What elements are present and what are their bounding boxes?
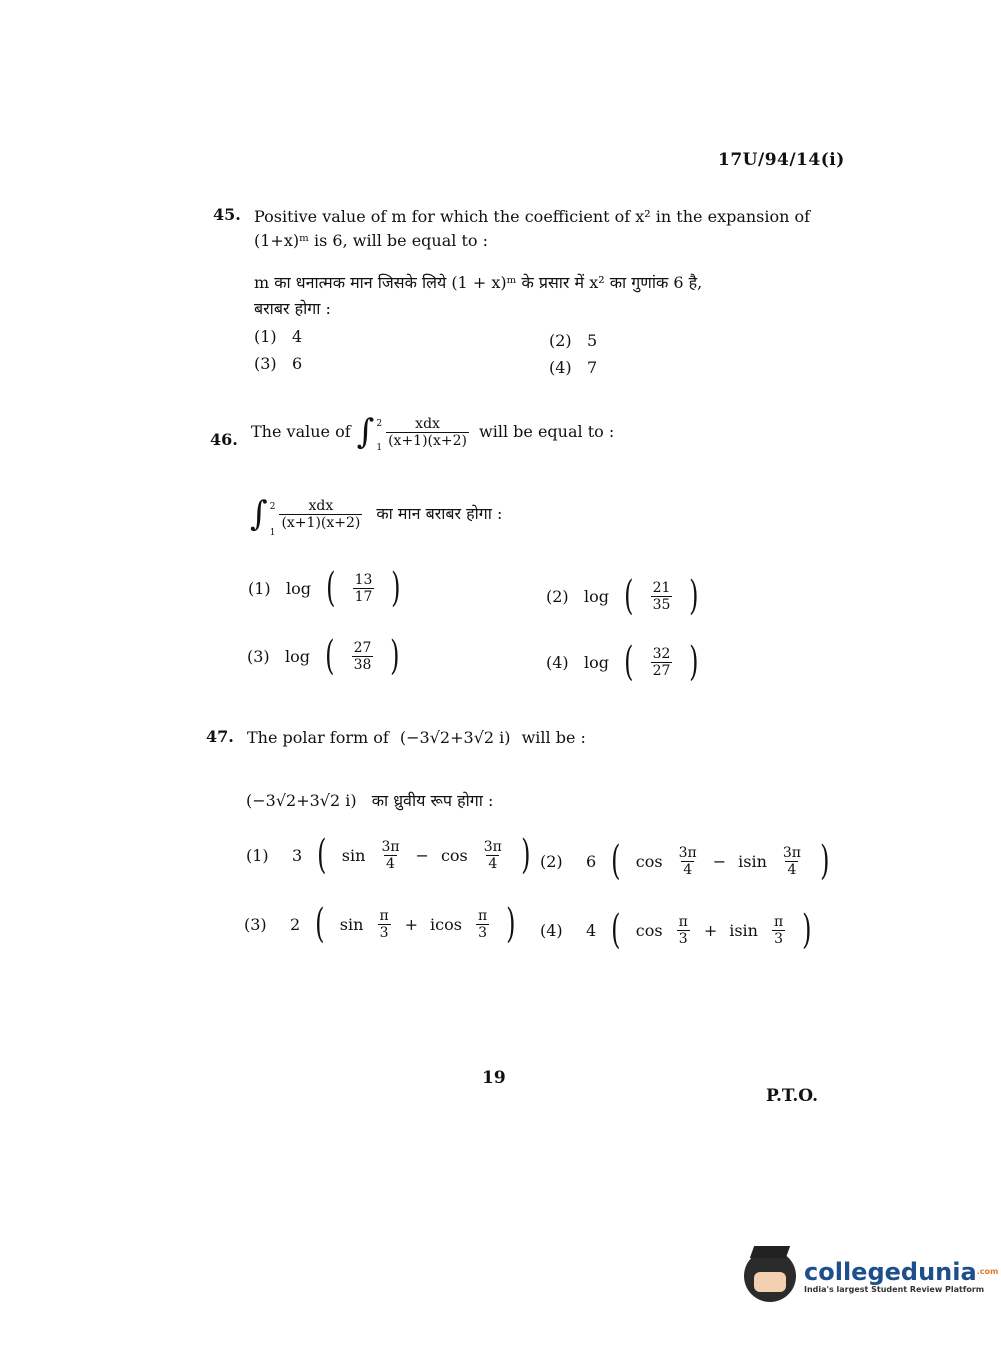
q46-option-3[interactable] bbox=[247, 633, 403, 679]
left-paren: ( bbox=[624, 573, 634, 619]
q47-option-3[interactable] bbox=[244, 901, 519, 947]
angle-denominator: 4 bbox=[683, 861, 693, 878]
angle-numerator: 3π bbox=[678, 844, 697, 861]
log-label: log bbox=[285, 646, 310, 666]
angle-denominator: 3 bbox=[478, 924, 488, 941]
coefficient: 4 bbox=[586, 920, 597, 940]
fraction-numerator: 32 bbox=[652, 645, 671, 662]
complex-expression: (−3√2+3√2 i) bbox=[399, 728, 511, 747]
angle-numerator: π bbox=[773, 913, 784, 930]
angle-numerator: 3π bbox=[483, 838, 502, 855]
integrand-numerator: xdx bbox=[308, 497, 334, 514]
right-paren: ) bbox=[391, 565, 401, 611]
option-number: (4) bbox=[546, 652, 569, 672]
integrand-numerator: xdx bbox=[415, 415, 440, 432]
upper-limit: 2 bbox=[269, 502, 276, 512]
operator: + bbox=[404, 914, 419, 934]
question-number-45: 45. bbox=[213, 205, 241, 224]
question-46-prefix: The value of bbox=[251, 422, 351, 441]
left-paren: ( bbox=[611, 907, 621, 953]
angle-numerator: π bbox=[477, 907, 488, 924]
angle-numerator: π bbox=[379, 907, 389, 924]
right-paren: ) bbox=[820, 838, 830, 884]
option-value: 7 bbox=[587, 358, 598, 377]
option-number: (2) bbox=[546, 586, 569, 606]
option-value: 5 bbox=[587, 331, 598, 350]
question-47-prefix: The polar form of bbox=[247, 728, 389, 747]
option-number: (1) bbox=[248, 578, 271, 598]
q45-option-4[interactable] bbox=[549, 358, 597, 377]
collegedunia-logo[interactable] bbox=[744, 1250, 998, 1302]
option-number: (2) bbox=[540, 851, 563, 871]
left-paren: ( bbox=[317, 832, 327, 878]
angle-denominator: 4 bbox=[386, 855, 395, 872]
integrand-denominator: (x+1)(x+2) bbox=[281, 514, 361, 531]
angle-denominator: 3 bbox=[774, 930, 784, 947]
trig-function: isin bbox=[729, 920, 758, 940]
q45-option-1[interactable] bbox=[254, 327, 302, 346]
q46-option-1[interactable] bbox=[248, 565, 404, 611]
mascot-icon bbox=[744, 1250, 796, 1302]
log-label: log bbox=[584, 586, 609, 606]
trig-function: isin bbox=[738, 851, 767, 871]
upper-limit: 2 bbox=[376, 419, 383, 429]
angle-fraction bbox=[772, 914, 785, 947]
option-number: (3) bbox=[254, 354, 277, 373]
right-paren: ) bbox=[802, 907, 812, 953]
coefficient: 6 bbox=[586, 851, 597, 871]
angle-fraction bbox=[677, 914, 690, 947]
logo-text-block bbox=[804, 1259, 998, 1294]
log-label: log bbox=[286, 578, 311, 598]
angle-denominator: 3 bbox=[379, 924, 389, 941]
question-46-hindi bbox=[250, 494, 503, 538]
angle-denominator: 3 bbox=[678, 930, 688, 947]
integrand-fraction bbox=[386, 416, 469, 449]
lower-limit: 1 bbox=[376, 443, 383, 453]
log-fraction bbox=[651, 646, 673, 679]
question-number-47: 47. bbox=[206, 727, 234, 746]
angle-fraction bbox=[379, 839, 401, 872]
angle-denominator: 4 bbox=[787, 861, 797, 878]
face-icon bbox=[754, 1272, 786, 1292]
brand-tagline: India's largest Student Review Platform bbox=[804, 1284, 985, 1294]
log-fraction bbox=[352, 640, 374, 673]
left-paren: ( bbox=[325, 633, 335, 679]
coefficient: 2 bbox=[290, 914, 301, 934]
fraction-denominator: 35 bbox=[652, 596, 671, 613]
fraction-denominator: 17 bbox=[354, 588, 373, 605]
q45-option-2[interactable] bbox=[549, 331, 597, 350]
integral-sign: ∫ bbox=[356, 412, 375, 452]
trig-function: cos bbox=[635, 851, 663, 871]
angle-fraction bbox=[377, 908, 390, 941]
question-45-english-line2: (1+x)ᵐ is 6, will be equal to : bbox=[254, 231, 488, 250]
option-number: (1) bbox=[254, 327, 277, 346]
option-number: (4) bbox=[540, 920, 563, 940]
right-paren: ) bbox=[689, 573, 699, 619]
option-number: (3) bbox=[244, 914, 267, 934]
trig-function: cos bbox=[635, 920, 663, 940]
brand-domain: .com bbox=[976, 1266, 999, 1276]
fraction-denominator: 38 bbox=[353, 656, 372, 673]
q47-option-4[interactable] bbox=[540, 907, 815, 953]
question-45-hindi-line2: बराबर होगा : bbox=[254, 299, 331, 318]
log-fraction bbox=[651, 580, 673, 613]
fraction-numerator: 13 bbox=[354, 571, 373, 588]
integral-sign: ∫ bbox=[250, 494, 268, 534]
angle-denominator: 4 bbox=[488, 855, 498, 872]
option-number: (2) bbox=[549, 331, 572, 350]
angle-fraction bbox=[476, 908, 489, 941]
trig-function: sin bbox=[341, 845, 366, 865]
left-paren: ( bbox=[315, 901, 325, 947]
operator: + bbox=[703, 920, 718, 940]
paper-code: 17U/94/14(i) bbox=[718, 150, 845, 170]
question-46-suffix: will be equal to : bbox=[479, 422, 615, 441]
q47-option-1[interactable] bbox=[246, 832, 533, 878]
operator: − bbox=[415, 845, 429, 865]
integral-limits bbox=[269, 494, 276, 538]
question-47-hindi bbox=[246, 788, 493, 814]
question-46-english bbox=[251, 412, 614, 452]
brand-label: collegedunia bbox=[804, 1257, 977, 1286]
option-number: (3) bbox=[247, 646, 270, 666]
page-number: 19 bbox=[482, 1068, 506, 1088]
right-paren: ) bbox=[390, 633, 400, 679]
question-45-english-line1: Positive value of m for which the coefficient of x² in the expansion of bbox=[254, 207, 811, 226]
option-number: (4) bbox=[549, 358, 572, 377]
right-paren: ) bbox=[689, 639, 699, 685]
left-paren: ( bbox=[326, 565, 336, 611]
trig-function: sin bbox=[339, 914, 364, 934]
fraction-denominator: 27 bbox=[652, 662, 671, 679]
left-paren: ( bbox=[624, 639, 634, 685]
q46-option-2[interactable] bbox=[546, 573, 702, 619]
operator: − bbox=[712, 851, 727, 871]
question-45-english bbox=[254, 205, 854, 253]
integral-limits bbox=[376, 412, 382, 452]
question-47-suffix: will be : bbox=[521, 728, 586, 747]
fraction-numerator: 21 bbox=[652, 579, 671, 596]
angle-numerator: π bbox=[678, 913, 688, 930]
left-paren: ( bbox=[611, 838, 621, 884]
complex-expression: (−3√2+3√2 i) bbox=[246, 791, 357, 810]
trig-function: icos bbox=[430, 914, 462, 934]
option-number: (1) bbox=[246, 845, 269, 865]
q47-option-2[interactable] bbox=[540, 838, 833, 884]
angle-fraction bbox=[677, 845, 699, 878]
angle-numerator: 3π bbox=[782, 844, 801, 861]
log-fraction bbox=[353, 572, 375, 605]
option-value: 6 bbox=[292, 354, 303, 373]
graduation-cap-icon bbox=[750, 1246, 790, 1258]
q45-option-3[interactable] bbox=[254, 354, 302, 373]
question-45-hindi-line1: m का धनात्मक मान जिसके लिये (1 + x)ᵐ के प्रसार में x² का गुणांक 6 है, bbox=[254, 273, 703, 292]
angle-numerator: 3π bbox=[381, 838, 400, 855]
q46-option-4[interactable] bbox=[546, 639, 702, 685]
log-label: log bbox=[584, 652, 609, 672]
coefficient: 3 bbox=[292, 845, 303, 865]
fraction-numerator: 27 bbox=[353, 639, 372, 656]
angle-fraction bbox=[781, 845, 803, 878]
angle-fraction bbox=[482, 839, 504, 872]
question-46-hindi-suffix: का मान बराबर होगा : bbox=[376, 504, 503, 523]
brand-name bbox=[804, 1259, 998, 1285]
right-paren: ) bbox=[506, 901, 516, 947]
right-paren: ) bbox=[520, 832, 531, 878]
integrand-fraction bbox=[279, 498, 362, 531]
option-value: 4 bbox=[292, 327, 303, 346]
question-47-hindi-suffix: का ध्रुवीय रूप होगा : bbox=[371, 791, 494, 810]
lower-limit: 1 bbox=[269, 528, 276, 538]
trig-function: cos bbox=[440, 845, 468, 865]
question-number-46: 46. bbox=[210, 430, 238, 449]
integrand-denominator: (x+1)(x+2) bbox=[388, 432, 468, 449]
question-45-hindi bbox=[254, 270, 854, 322]
question-47-english bbox=[247, 726, 586, 750]
please-turn-over: P.T.O. bbox=[766, 1086, 818, 1106]
